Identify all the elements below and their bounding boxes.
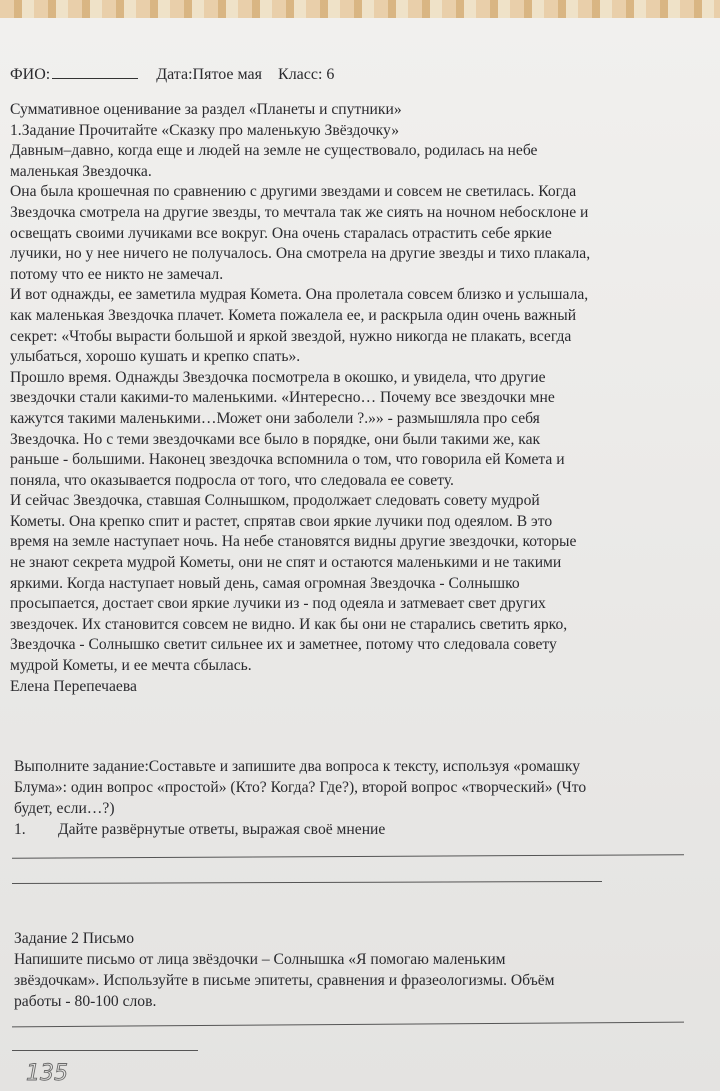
story-line: маленькая Звездочка. bbox=[10, 162, 152, 180]
story-line: Звездочка - Солнышко светит сильнее их и заметнее, потому что следовала совету bbox=[10, 636, 557, 654]
story-line: как маленькая Звездочка плачет. Комета пожалела ее, и раскрыла один очень важный bbox=[10, 306, 577, 324]
header-row bbox=[10, 64, 334, 84]
task1-instruction-line: будет, если…?) bbox=[14, 800, 115, 817]
story-line: секрет: «Чтобы вырасти большой и яркой звездой, нужно никогда не плакать, всегда bbox=[10, 327, 572, 345]
story-line: лучики, но у нее ничего не получалось. Она смотрела на другие звезды и тихо плакала, bbox=[10, 245, 591, 263]
task1-instruction-line: Выполните задание:Составьте и запишите два вопроса к тексту, используя «ромашку bbox=[14, 758, 581, 775]
story-line: мудрой Кометы, и ее мечта сбылась. bbox=[10, 657, 252, 675]
story-line: не знают секрета мудрой Кометы, они не спят и остаются маленькими и не такими bbox=[10, 554, 562, 572]
story-line: кажутся такими маленькими…Может они заболели ?.»» - размышляла про себя bbox=[10, 409, 540, 427]
fio-blank-line[interactable] bbox=[52, 64, 138, 79]
task1-instruction-line: Блума»: один вопрос «простой» (Кто? Когда? Где?), второй вопрос «творческий» (Что bbox=[14, 779, 587, 796]
task2-section bbox=[14, 928, 694, 1012]
story-line: поняла, что оказывается подросла от того, что следовала ее совету. bbox=[10, 471, 454, 489]
story-section bbox=[10, 100, 690, 697]
story-line: Звездочка. Но с теми звездочками все было в порядке, они были такими же, как bbox=[10, 430, 541, 448]
story-line: Она была крошечная по сравнению с другими звездами и совсем не светилась. Когда bbox=[10, 183, 577, 201]
assessment-title: Суммативное оценивание за раздел «Планеты и спутники» bbox=[10, 101, 402, 118]
handwritten-number bbox=[24, 1056, 76, 1086]
story-line: потому что ее никто не замечал. bbox=[10, 265, 224, 283]
handwritten-number-text: 135 bbox=[26, 1061, 68, 1086]
task1-heading: 1.Задание Прочитайте «Сказку про маленькую Звёздочку» bbox=[10, 121, 400, 139]
task1-item-number: 1. bbox=[14, 821, 26, 838]
story-line: И сейчас Звездочка, ставшая Солнышком, продолжает следовать совету мудрой bbox=[10, 492, 540, 510]
date-text: Дата:Пятое мая bbox=[156, 66, 263, 83]
story-line: освещать своими лучиками все вокруг. Она очень старалась отрастить себе яркие bbox=[10, 224, 552, 242]
fio-label: ФИО: bbox=[10, 66, 51, 83]
story-line: И вот однажды, ее заметила мудрая Комета. Она пролетала совсем близко и услышала, bbox=[10, 286, 589, 304]
answer-line[interactable] bbox=[12, 1050, 198, 1051]
task2-instruction-line: работы - 80-100 слов. bbox=[14, 993, 157, 1010]
story-line: Звездочка смотрела на другие звезды, то мечтала так же сиять на ночном небосклоне и bbox=[10, 203, 589, 221]
story-line: звездочки стали какими-то маленькими. «Интересно… Почему все звездочки мне bbox=[10, 389, 555, 407]
story-line: Прошло время. Однажды Звездочка посмотрела в окошко, и увидела, что другие bbox=[10, 368, 546, 386]
story-line: звездочек. Их становится совсем не видно. И как бы они не старались светить ярко, bbox=[10, 615, 568, 633]
story-line: время на земле наступает ночь. На небе становятся видны другие звездочки, которые bbox=[10, 533, 577, 551]
task2-instruction-line: звёздочкам». Используйте в письме эпитеты, сравнения и фразеологизмы. Объём bbox=[14, 972, 555, 989]
story-line: улыбаться, хорошо кушать и крепко спать». bbox=[10, 348, 301, 366]
task1-item bbox=[14, 819, 694, 840]
story-line: Кометы. Она крепко спит и растет, спрятав свои яркие лучики под одеялом. В это bbox=[10, 512, 553, 530]
grade-text: Класс: 6 bbox=[278, 66, 335, 83]
story-line: яркими. Когда наступает новый день, самая огромная Звездочка - Солнышко bbox=[10, 574, 520, 592]
story-author: Елена Перепечаева bbox=[10, 677, 137, 695]
task2-heading: Задание 2 Письмо bbox=[14, 930, 135, 947]
story-line: просыпается, достает свои яркие лучики из - под одеяла и затмевает свет других bbox=[10, 595, 546, 613]
task1-section bbox=[14, 756, 694, 840]
task2-instruction-line: Напишите письмо от лица звёздочки – Солнышка «Я помогаю маленьким bbox=[14, 951, 506, 968]
story-line: Давным–давно, когда еще и людей на земле не существовало, родилась на небе bbox=[10, 142, 538, 160]
story-line: раньше - большими. Наконец звездочка вспомнила о том, что говорила ей Комета и bbox=[10, 451, 565, 469]
task1-item-text: Дайте развёрнутые ответы, выражая своё мнение bbox=[58, 821, 386, 838]
